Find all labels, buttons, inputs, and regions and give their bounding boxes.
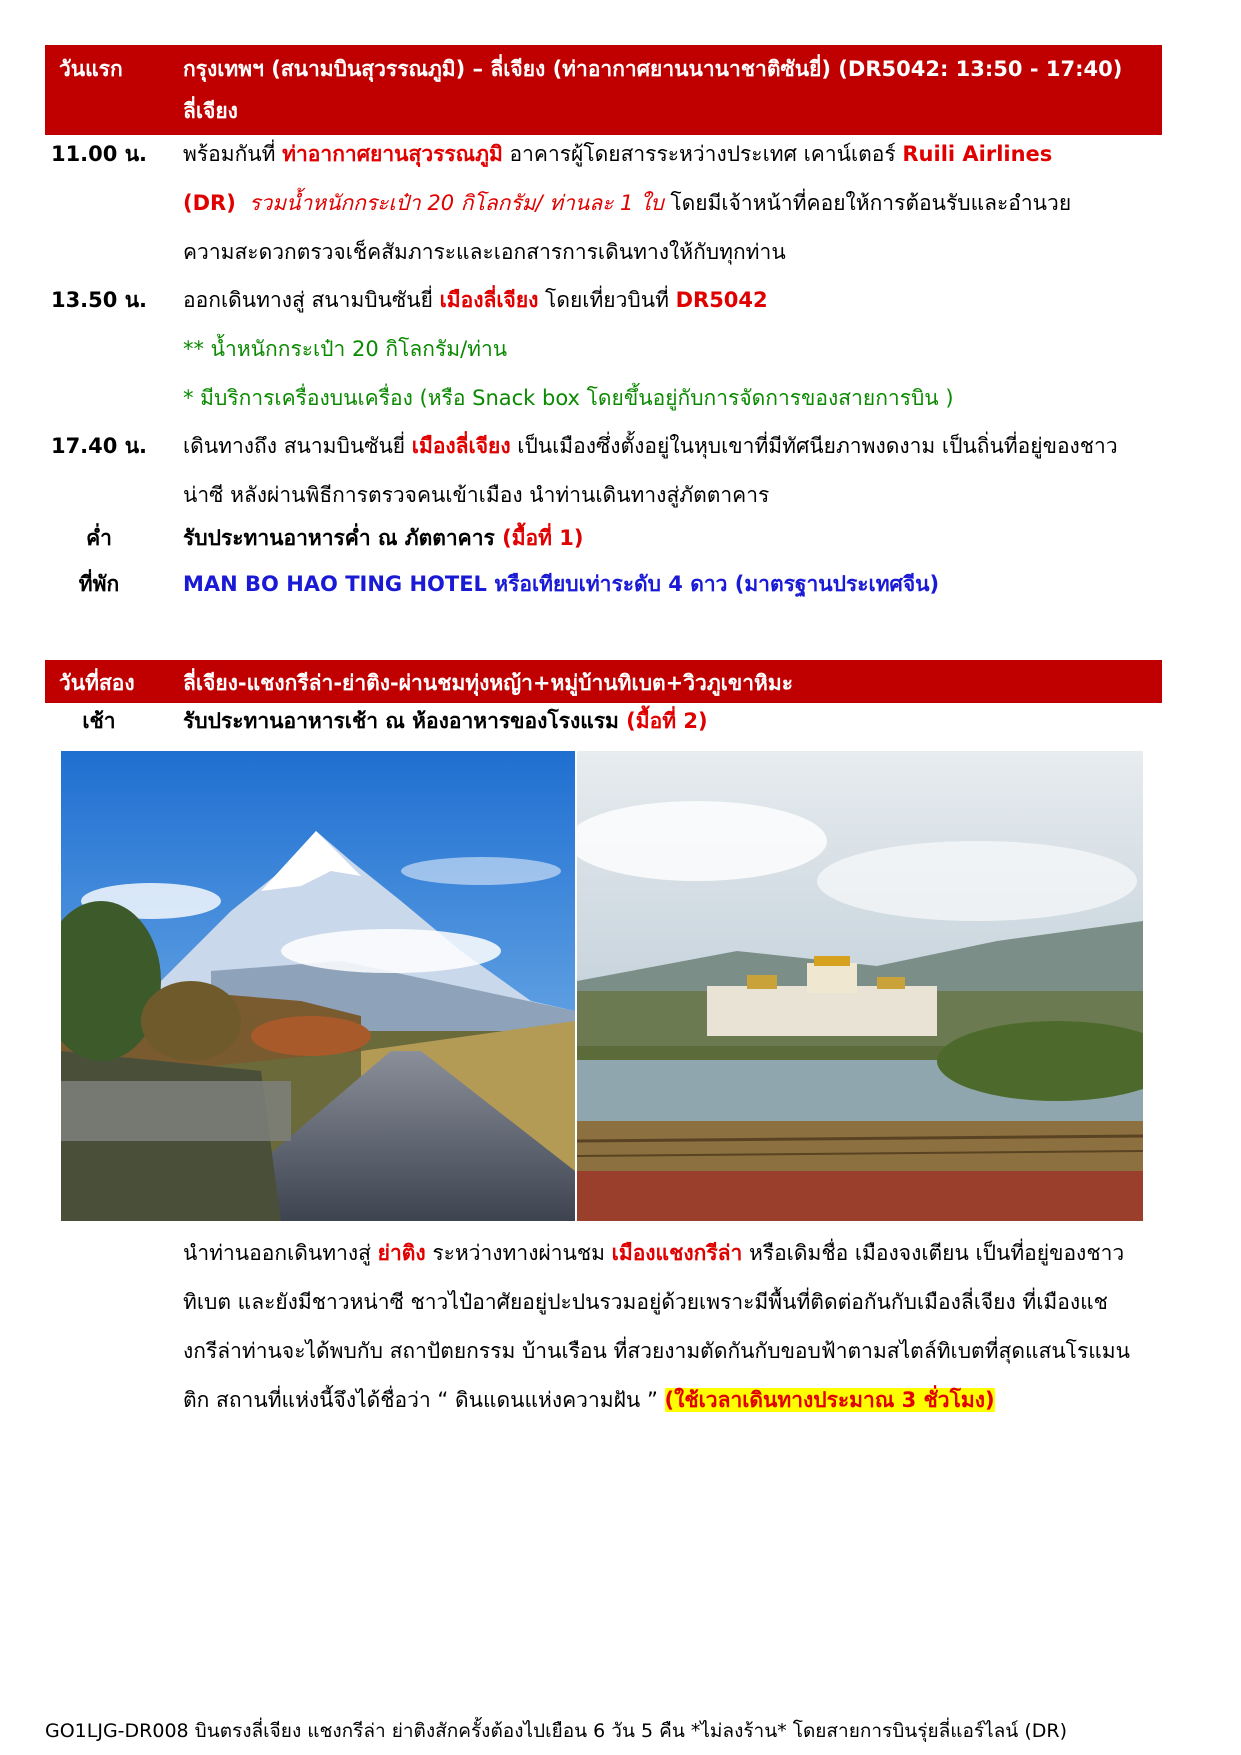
page-footer: GO1LJG-DR008 บินตรงลี่เจียง แชงกรีล่า ย่าติงสักครั้งต้องไปเยือน 6 วัน 5 คืน *ไม่ลงร้าน* โดยสายการบินรุ่ยลี่แอร์ไลน์ (DR)	[45, 1720, 1067, 1742]
text-c: เป็นเมืองซึ่งตั้งอยู่ในหุบเขาที่มีทัศนียภาพงดงาม เป็นถิ่นที่อยู่ของชาว	[510, 434, 1118, 458]
text-c: ระหว่างทางผ่านชม	[425, 1241, 612, 1265]
tibetan-monastery-lake-photo	[577, 751, 1143, 1221]
flight-number: DR5042	[675, 288, 768, 312]
meal-number: (มื้อที่ 1)	[502, 526, 584, 550]
time-label: เช้า	[82, 709, 116, 733]
baggage-note: รวมน้ำหนักกระเป๋า 20 กิโลกรัม/ ท่านละ 1 ใบ	[249, 191, 664, 215]
description-text	[183, 1229, 1152, 1425]
text-line3: งกรีล่าท่านจะได้พบกับ สถาปัตยกรรม บ้านเรือน ที่สวยงามตัดกันกับขอบฟ้าตามสไตล์ทิเบตที่สุดแสนโรแมน	[183, 1339, 1130, 1363]
day2-label: วันที่สอง	[59, 671, 135, 695]
snow-mountain-road-photo	[61, 751, 575, 1221]
baggage-note: ** น้ำหนักกระเป๋า 20 กิโลกรัม/ท่าน	[183, 337, 508, 361]
text-c: โดยเที่ยวบินที่	[538, 288, 676, 312]
day2-title: ลี่เจียง-แชงกรีล่า-ย่าติง-ผ่านชมทุ่งหญ้า+หมู่บ้านทิเบต+วิวภูเขาหิมะ	[183, 671, 793, 695]
text-a: ออกเดินทางสู่ สนามบินซันยี่	[183, 288, 440, 312]
meal-number: (มื้อที่ 2)	[626, 709, 708, 733]
text-h: ความสะดวกตรวจเช็คสัมภาระและเอกสารการเดินทางให้กับทุกท่าน	[183, 240, 786, 264]
schedule-text	[183, 560, 1152, 609]
airline-highlight: Ruili Airlines	[902, 142, 1053, 166]
dinner-text: รับประทานอาหารค่ำ ณ ภัตตาคาร	[183, 526, 503, 550]
schedule-text	[183, 422, 1152, 520]
travel-time-highlight: (ใช้เวลาเดินทางประมาณ 3 ชั่วโมง)	[664, 1388, 995, 1412]
breakfast-text: รับประทานอาหารเช้า ณ ห้องอาหารของโรงแรม	[183, 709, 627, 733]
time-label: 11.00 น.	[50, 142, 148, 166]
text-g: โดยมีเจ้าหน้าที่คอยให้การต้อนรับและอำนวย	[663, 191, 1072, 215]
hotel-name: MAN BO HAO TING HOTEL	[183, 572, 487, 596]
day1-title-line2: ลี่เจียง	[183, 99, 238, 123]
time-label: ค่ำ	[86, 526, 112, 550]
city-highlight: เมืองลี่เจียง	[411, 434, 511, 458]
text-line2: ทิเบต และยังมีชาวหน่าซี ชาวไป๋อาศัยอยู่ปะปนรวมอยู่ด้วยเพราะมีพื้นที่ติดต่อกันกับเมืองลี่เจียง ที่เมืองแช	[183, 1290, 1108, 1314]
time-label: 17.40 น.	[50, 434, 148, 458]
text-line4: ติก สถานที่แห่งนี้จึงได้ชื่อว่า “ ดินแดนแห่งความฝัน ”	[183, 1388, 665, 1412]
meal-note: * มีบริการเครื่องบนเครื่อง (หรือ Snack box โดยขึ้นอยู่กับการจัดการของสายการบิน )	[183, 386, 954, 410]
city-highlight: เมืองลี่เจียง	[439, 288, 539, 312]
hotel-standard: หรือเทียบเท่าระดับ 4 ดาว (มาตรฐานประเทศจีน)	[486, 572, 940, 596]
airport-highlight: ท่าอากาศยานสุวรรณภูมิ	[282, 142, 503, 166]
day1-title-line1: กรุงเทพฯ (สนามบินสุวรรณภูมิ) – ลี่เจียง (ท่าอากาศยานนานาชาติซันยี่) (DR5042: 13:50 - 17:40)	[183, 57, 1123, 81]
time-label: ที่พัก	[78, 572, 120, 596]
schedule-text	[183, 130, 1152, 277]
text-a: นำท่านออกเดินทางสู่	[183, 1241, 378, 1265]
text-e: หรือเดิมชื่อ เมืองจงเตียน เป็นที่อยู่ของชาว	[742, 1241, 1125, 1265]
text-d: น่าซี หลังผ่านพิธีการตรวจคนเข้าเมือง นำท่านเดินทางสู่ภัตตาคาร	[183, 483, 770, 507]
shangrila-highlight: เมืองแชงกรีล่า	[611, 1241, 743, 1265]
yading-highlight: ย่าติง	[377, 1241, 426, 1265]
text-a: เดินทางถึง สนามบินซันยี่	[183, 434, 412, 458]
schedule-text	[183, 514, 1152, 563]
airline-code: (DR)	[183, 191, 236, 215]
time-label: 13.50 น.	[50, 288, 148, 312]
schedule-text	[183, 276, 1152, 423]
day1-header-bar	[45, 45, 1162, 135]
text-a: พร้อมกันที่	[183, 142, 283, 166]
schedule-text	[183, 697, 1152, 746]
day1-label: วันแรก	[59, 57, 123, 81]
text-c: อาคารผู้โดยสารระหว่างประเทศ เคาน์เตอร์	[502, 142, 903, 166]
